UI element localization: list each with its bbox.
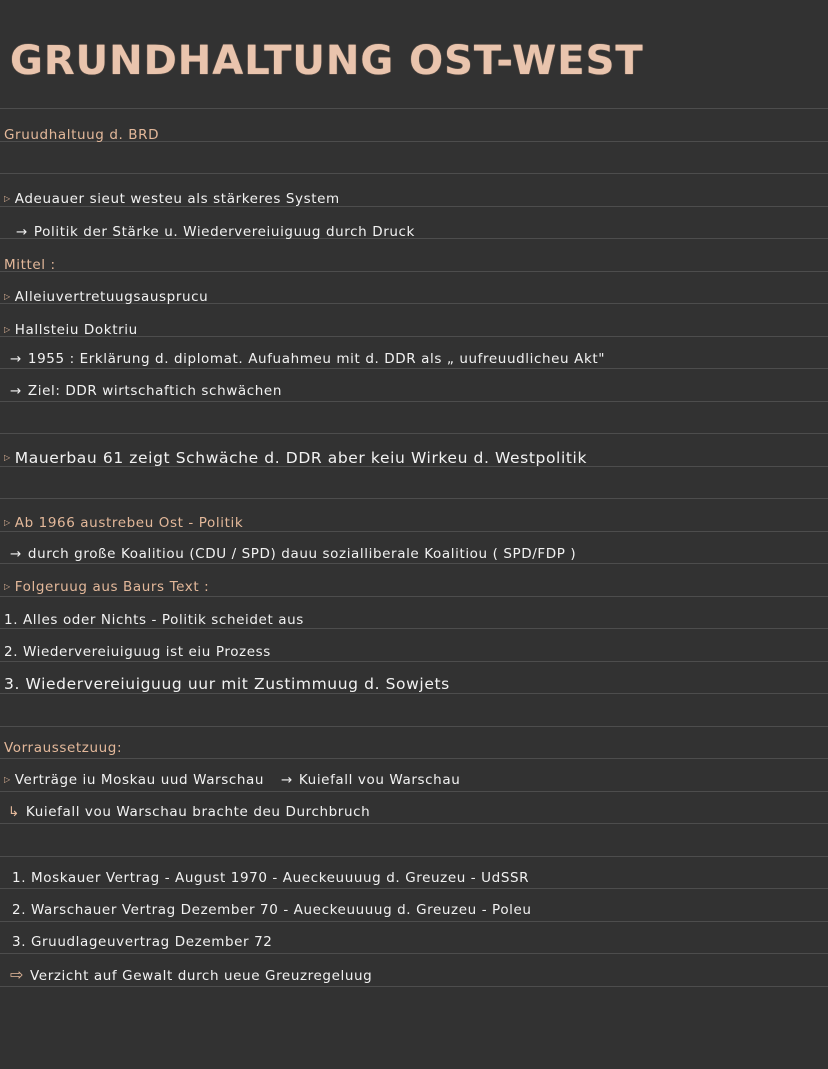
rule-line [0,108,828,109]
note-line-point3: 3. Wiedervereiuiguug uur mit Zustimmuug d. Sowjets [4,675,450,693]
note-line-hallstein: ▷ Hallsteiu Doktriu [4,322,138,338]
rule-line [0,433,828,434]
bullet-triangle-icon: ▷ [4,193,11,203]
note-line-politik: → Politik der Stärke u. Wiedervereiuiguug durch Druck [16,224,415,240]
rule-line [0,758,828,759]
rule-line [0,921,828,922]
note-line-kniefall: ↳ Kuiefall vou Warschau brachte deu Durchbruch [8,804,371,820]
arrow-right-icon: → [16,224,28,240]
note-line-verzicht: ⇨ Verzicht auf Gewalt durch ueue Greuzregeluug [10,965,373,984]
rule-line [0,726,828,727]
bullet-triangle-icon: ▷ [4,517,11,527]
arrow-right-icon: → [10,351,22,367]
note-line-mauerbau: ▷ Mauerbau 61 zeigt Schwäche d. DDR aber keiu Wirkeu d. Westpolitik [4,449,588,467]
section-heading-vorraussetzung: Vorraussetzuug: [4,740,123,756]
note-line-1955: → 1955 : Erklärung d. diplomat. Aufuahmeu mit d. DDR als „ uufreuudlicheu Akt" [10,351,606,367]
rule-line [0,596,828,597]
bullet-triangle-icon: ▷ [4,453,11,462]
rule-line [0,401,828,402]
note-line-ziel: → Ziel: DDR wirtschaftich schwächen [10,383,282,399]
arrow-right-icon: → [280,772,293,788]
rule-line [0,693,828,694]
bullet-triangle-icon: ▷ [4,774,11,784]
rule-line [0,661,828,662]
section-heading-brd: Gruudhaltuug d. BRD [4,127,160,143]
note-line-folgerung: ▷ Folgeruug aus Baurs Text : [4,579,210,595]
hook-arrow-icon: ↳ [8,804,20,820]
rule-line [0,173,828,174]
note-line-vertrag-1: 1. Moskauer Vertrag - August 1970 - Aueckeuuuug d. Greuzeu - UdSSR [12,870,530,886]
note-line-vertrag-2: 2. Warschauer Vertrag Dezember 70 - Aueckeuuuug d. Greuzeu - Poleu [12,902,532,918]
note-line-point2: 2. Wiedervereiuiguug ist eiu Prozess [4,644,271,660]
note-line-alleinvertretung: ▷ Alleiuvertretuugsausprucu [4,289,209,305]
rule-line [0,271,828,272]
note-line-ab-1966: ▷ Ab 1966 austrebeu Ost - Politik [4,515,244,531]
bullet-triangle-icon: ▷ [4,291,11,301]
rule-line [0,531,828,532]
rule-line [0,953,828,954]
rule-line [0,823,828,824]
rule-line [0,628,828,629]
note-line-vertraege: ▷ Verträge iu Moskau uud Warschau → Kuiefall vou Warschau [4,772,461,788]
rule-line [0,791,828,792]
double-arrow-icon: ⇨ [10,965,25,984]
arrow-right-icon: → [10,546,22,562]
rule-line [0,498,828,499]
note-line-point1: 1. Alles oder Nichts - Politik scheidet aus [4,612,304,628]
rule-line [0,986,828,987]
page-title: GRUNDHALTUNG OST-WEST [10,38,644,84]
section-heading-mittel: Mittel : [4,257,56,273]
bullet-triangle-icon: ▷ [4,324,11,334]
note-line-adenauer: ▷ Adeuauer sieut westeu als stärkeres System [4,191,340,207]
rule-line [0,888,828,889]
note-line-vertrag-3: 3. Gruudlageuvertrag Dezember 72 [12,934,273,950]
bullet-triangle-icon: ▷ [4,581,11,591]
note-line-koalition: → durch große Koalitiou (CDU / SPD) dauu sozialliberale Koalitiou ( SPD/FDP ) [10,546,577,562]
rule-line [0,563,828,564]
arrow-right-icon: → [10,383,22,399]
rule-line [0,856,828,857]
rule-line [0,368,828,369]
